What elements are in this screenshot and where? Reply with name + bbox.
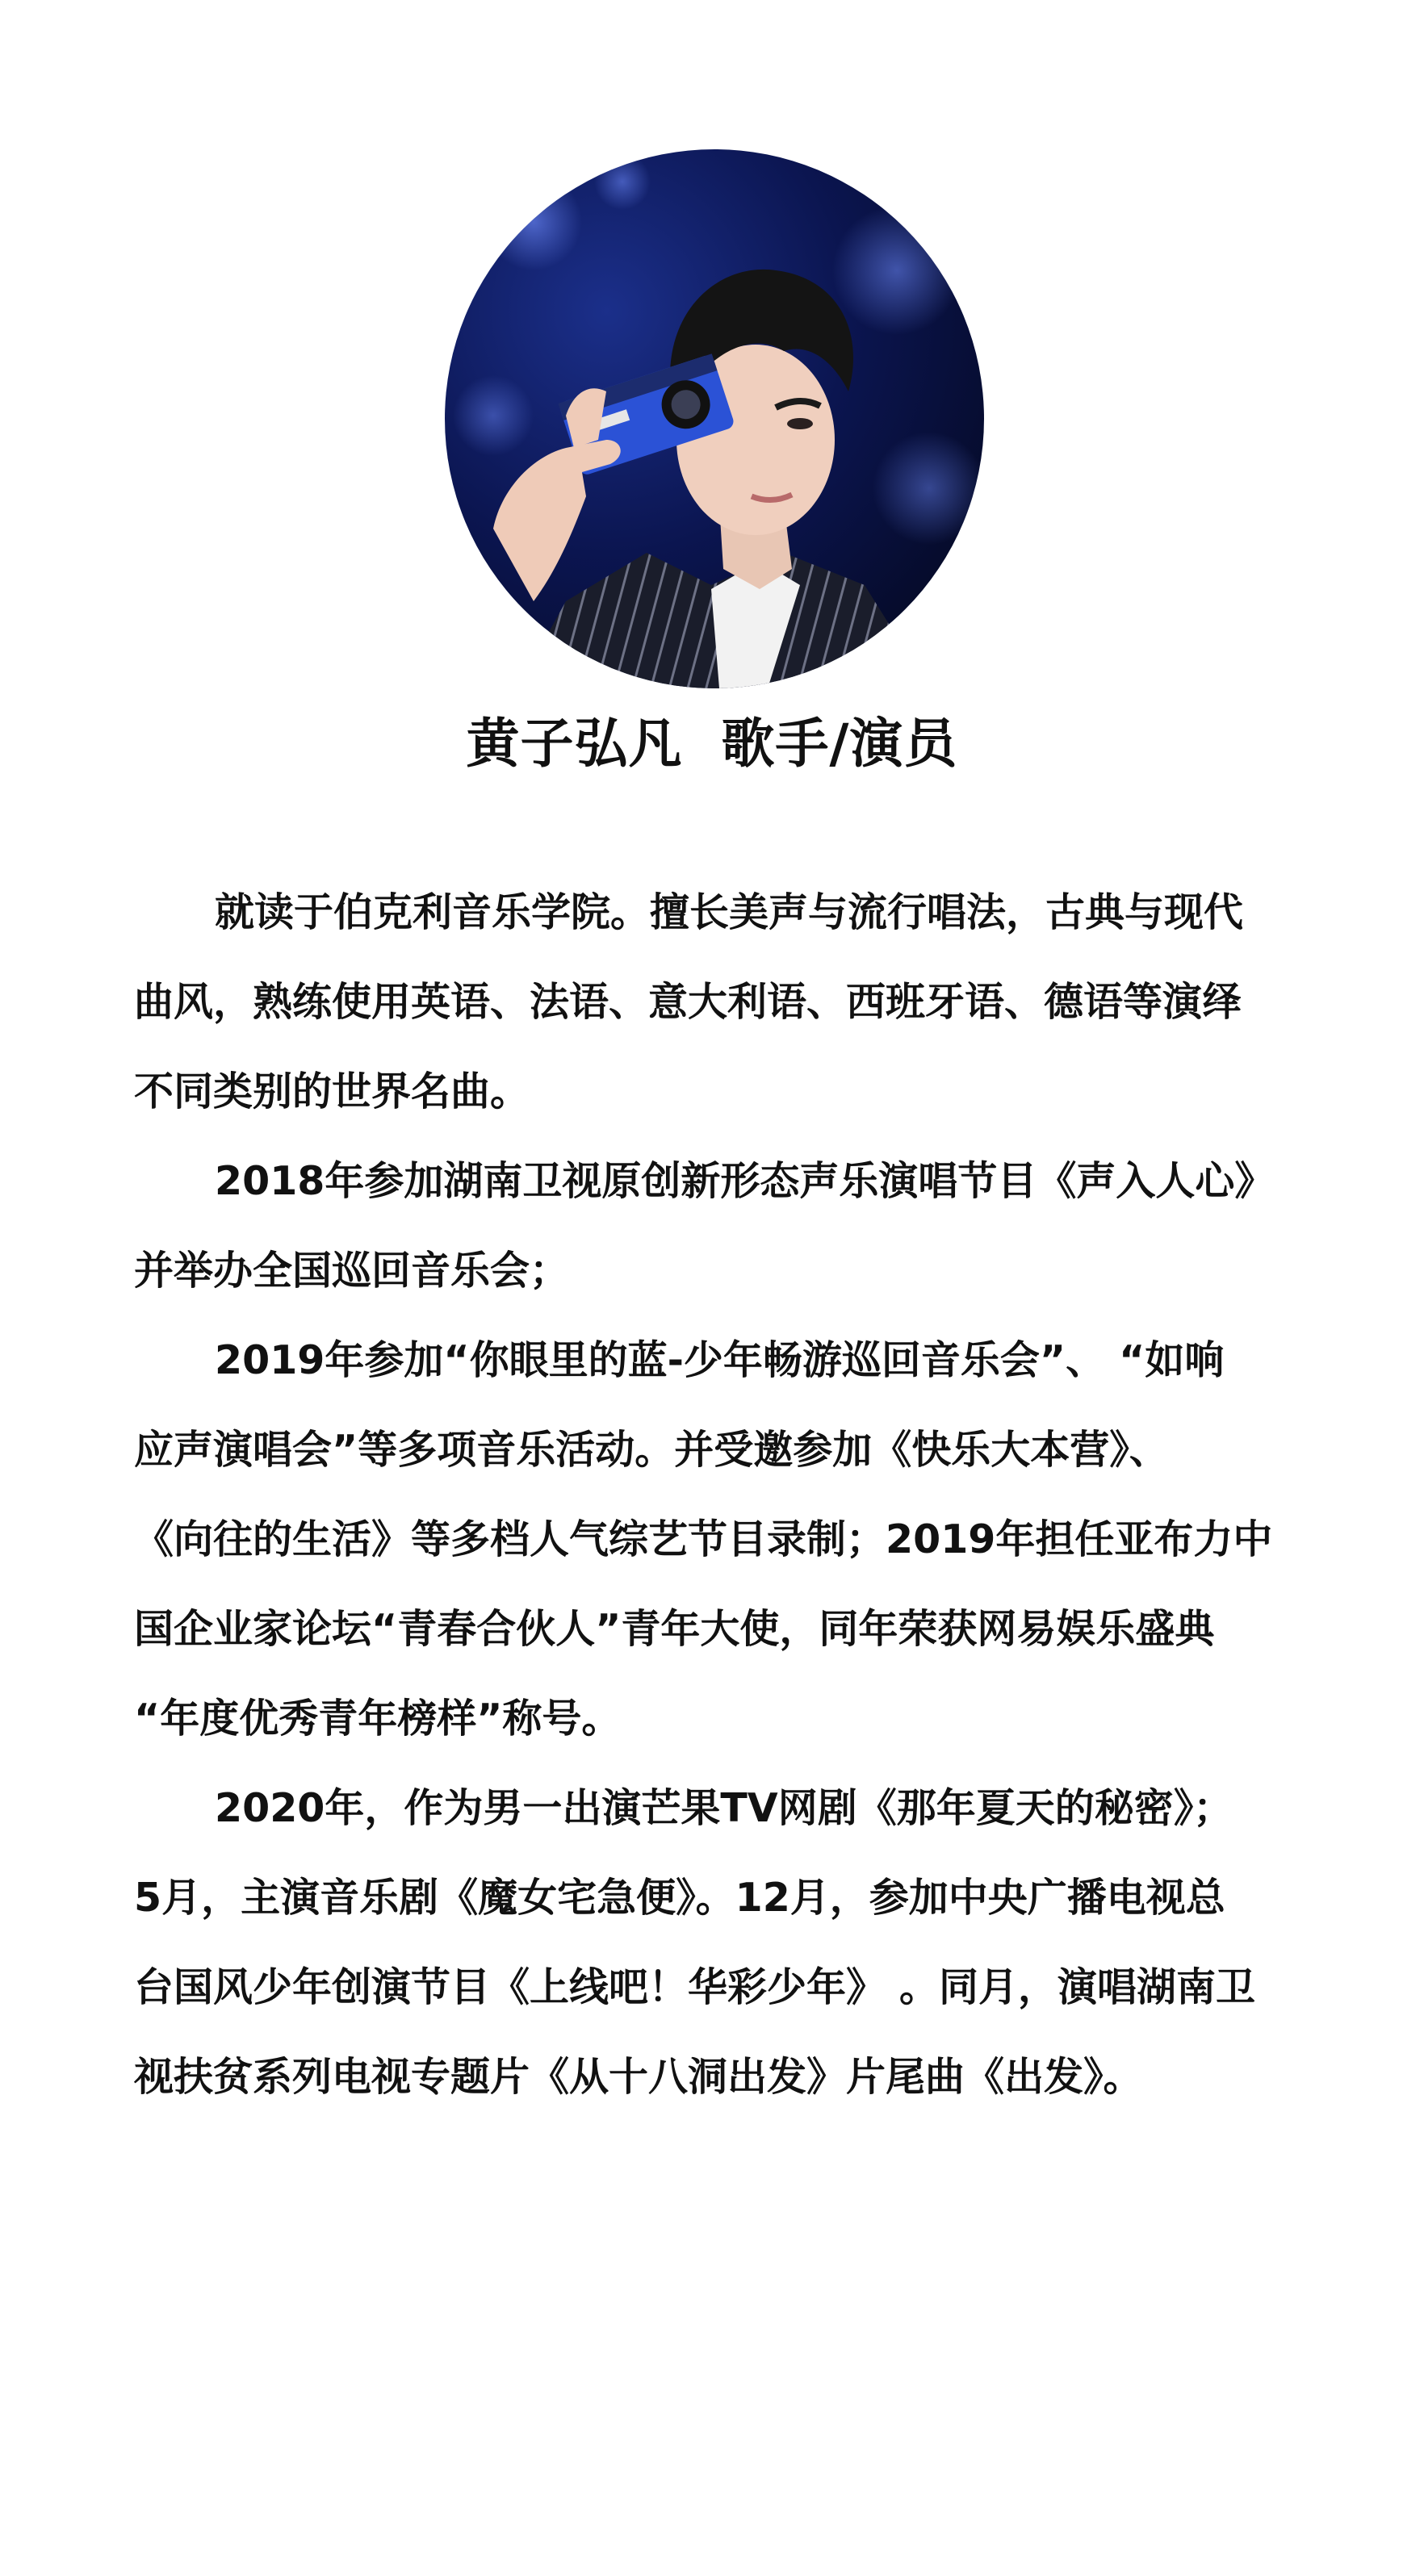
bio-line: 就读于伯克利音乐学院。擅长美声与流行唱法，古典与现代 [215,889,1244,935]
portrait-illustration [445,149,984,688]
bio-line: 曲风，熟练使用英语、法语、意大利语、西班牙语、德语等演绎 [134,979,1242,1025]
bio-line: 并举办全国巡回音乐会； [134,1248,570,1294]
portrait-photo [445,149,984,688]
bio-text [134,868,1296,2239]
bio-line: “年度优秀青年榜样”称号。 [134,1696,622,1742]
bio-line: 《向往的生活》等多档人气综艺节目录制；2019年担任亚布力中 [134,1516,1273,1562]
bio-line: 2018年参加湖南卫视原创新形态声乐演唱节目《声入人心》 [215,1158,1275,1204]
bio-line: 台国风少年创演节目《上线吧！华彩少年》 。同月，演唱湖南卫 [134,1964,1256,2010]
bio-line: 2020年，作为男一出演芒果TV网剧《那年夏天的秘密》； [215,1785,1233,1831]
bio-line: 应声演唱会”等多项音乐活动。并受邀参加《快乐大本营》、 [134,1427,1169,1473]
bio-line: 2019年参加“你眼里的蓝-少年畅游巡回音乐会”、 “如响 [215,1337,1225,1383]
bio-line: 不同类别的世界名曲。 [134,1068,530,1114]
bio-line: 视扶贫系列电视专题片《从十八洞出发》片尾曲《出发》。 [134,2054,1143,2100]
bio-line: 国企业家论坛“青春合伙人”青年大使，同年荣获网易娱乐盛典 [134,1606,1215,1652]
page-title: 黄子弘凡 歌手/演员 [466,713,958,775]
bio-line: 5月，主演音乐剧《魔女宅急便》。12月，参加中央广播电视总 [134,1875,1225,1921]
